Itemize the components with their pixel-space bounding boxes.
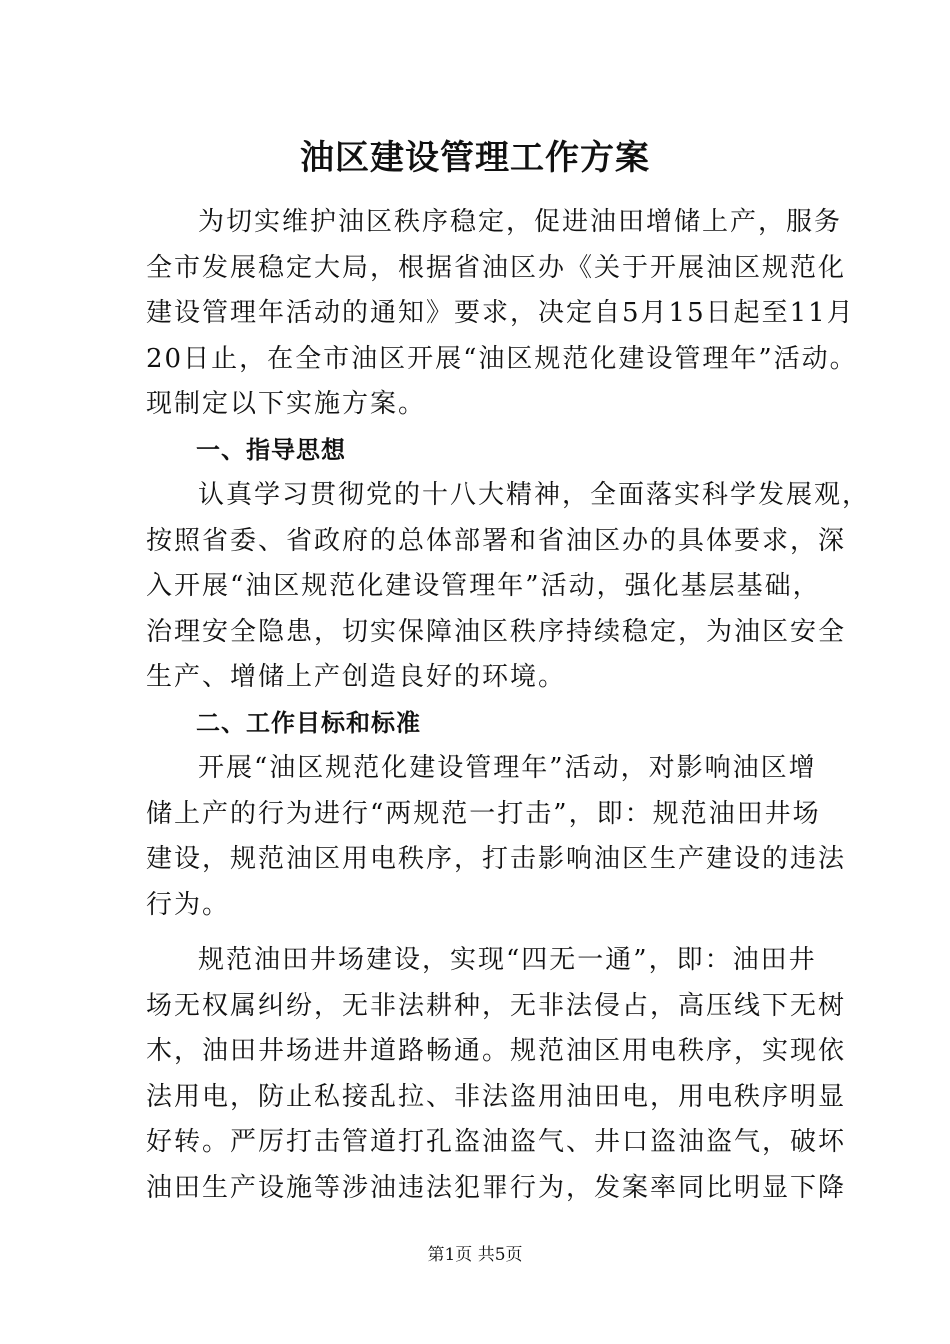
text-line: 20日止，在全市油区开展“油区规范化建设管理年”活动。 (146, 343, 858, 374)
text-line: 场无权属纠纷，无非法耕种，无非法侵占，高压线下无树 (146, 990, 847, 1021)
document-body (146, 200, 871, 1211)
text-line: 为切实维护油区秩序稳定，促进油田增储上产，服务 (198, 207, 843, 237)
text-line: 入开展“油区规范化建设管理年”活动，强化基层基础， (146, 571, 821, 601)
text-line: 木，油田井场进井道路畅通。规范油区用电秩序，实现依 (146, 1036, 847, 1066)
text-line: 现制定以下实施方案。 (146, 389, 427, 419)
text-line: 认真学习贯彻党的十八大精神，全面落实科学发展观， (198, 480, 871, 510)
page-footer: 第1页 共5页 (427, 1245, 523, 1265)
text-line: 开展“油区规范化建设管理年”活动，对影响油区增 (198, 753, 817, 783)
text-line: 建设，规范油区用电秩序，打击影响油区生产建设的违法 (146, 844, 847, 874)
text-line: 治理安全隐患，切实保障油区秩序持续稳定，为油区安全 (146, 616, 847, 647)
section-heading: 一、指导思想 (196, 435, 346, 464)
text-line: 好转。严厉打击管道打孔盗油盗气、井口盗油盗气，破坏 (146, 1127, 847, 1157)
text-line: 规范油田井场建设，实现“四无一通”，即：油田井 (198, 945, 817, 975)
text-line: 建设管理年活动的通知》要求，决定自5月15日起至11月 (146, 298, 855, 328)
text-line: 油田生产设施等涉油违法犯罪行为，发案率同比明显下降 (146, 1172, 847, 1203)
paragraph-gap (146, 928, 818, 938)
document-title: 油区建设管理工作方案 (300, 138, 650, 178)
text-line: 生产、增储上产创造良好的环境。 (146, 662, 567, 692)
section-heading: 二、工作目标和标准 (196, 708, 421, 737)
text-line: 按照省委、省政府的总体部署和省油区办的具体要求，深 (146, 525, 847, 556)
text-line: 全市发展稳定大局，根据省油区办《关于开展油区规范化 (146, 252, 847, 283)
text-line: 行为。 (146, 889, 231, 920)
text-line: 储上产的行为进行“两规范一打击”，即：规范油田井场 (146, 798, 821, 829)
text-line: 法用电，防止私接乱拉、非法盗用油田电，用电秩序明显 (146, 1081, 847, 1112)
